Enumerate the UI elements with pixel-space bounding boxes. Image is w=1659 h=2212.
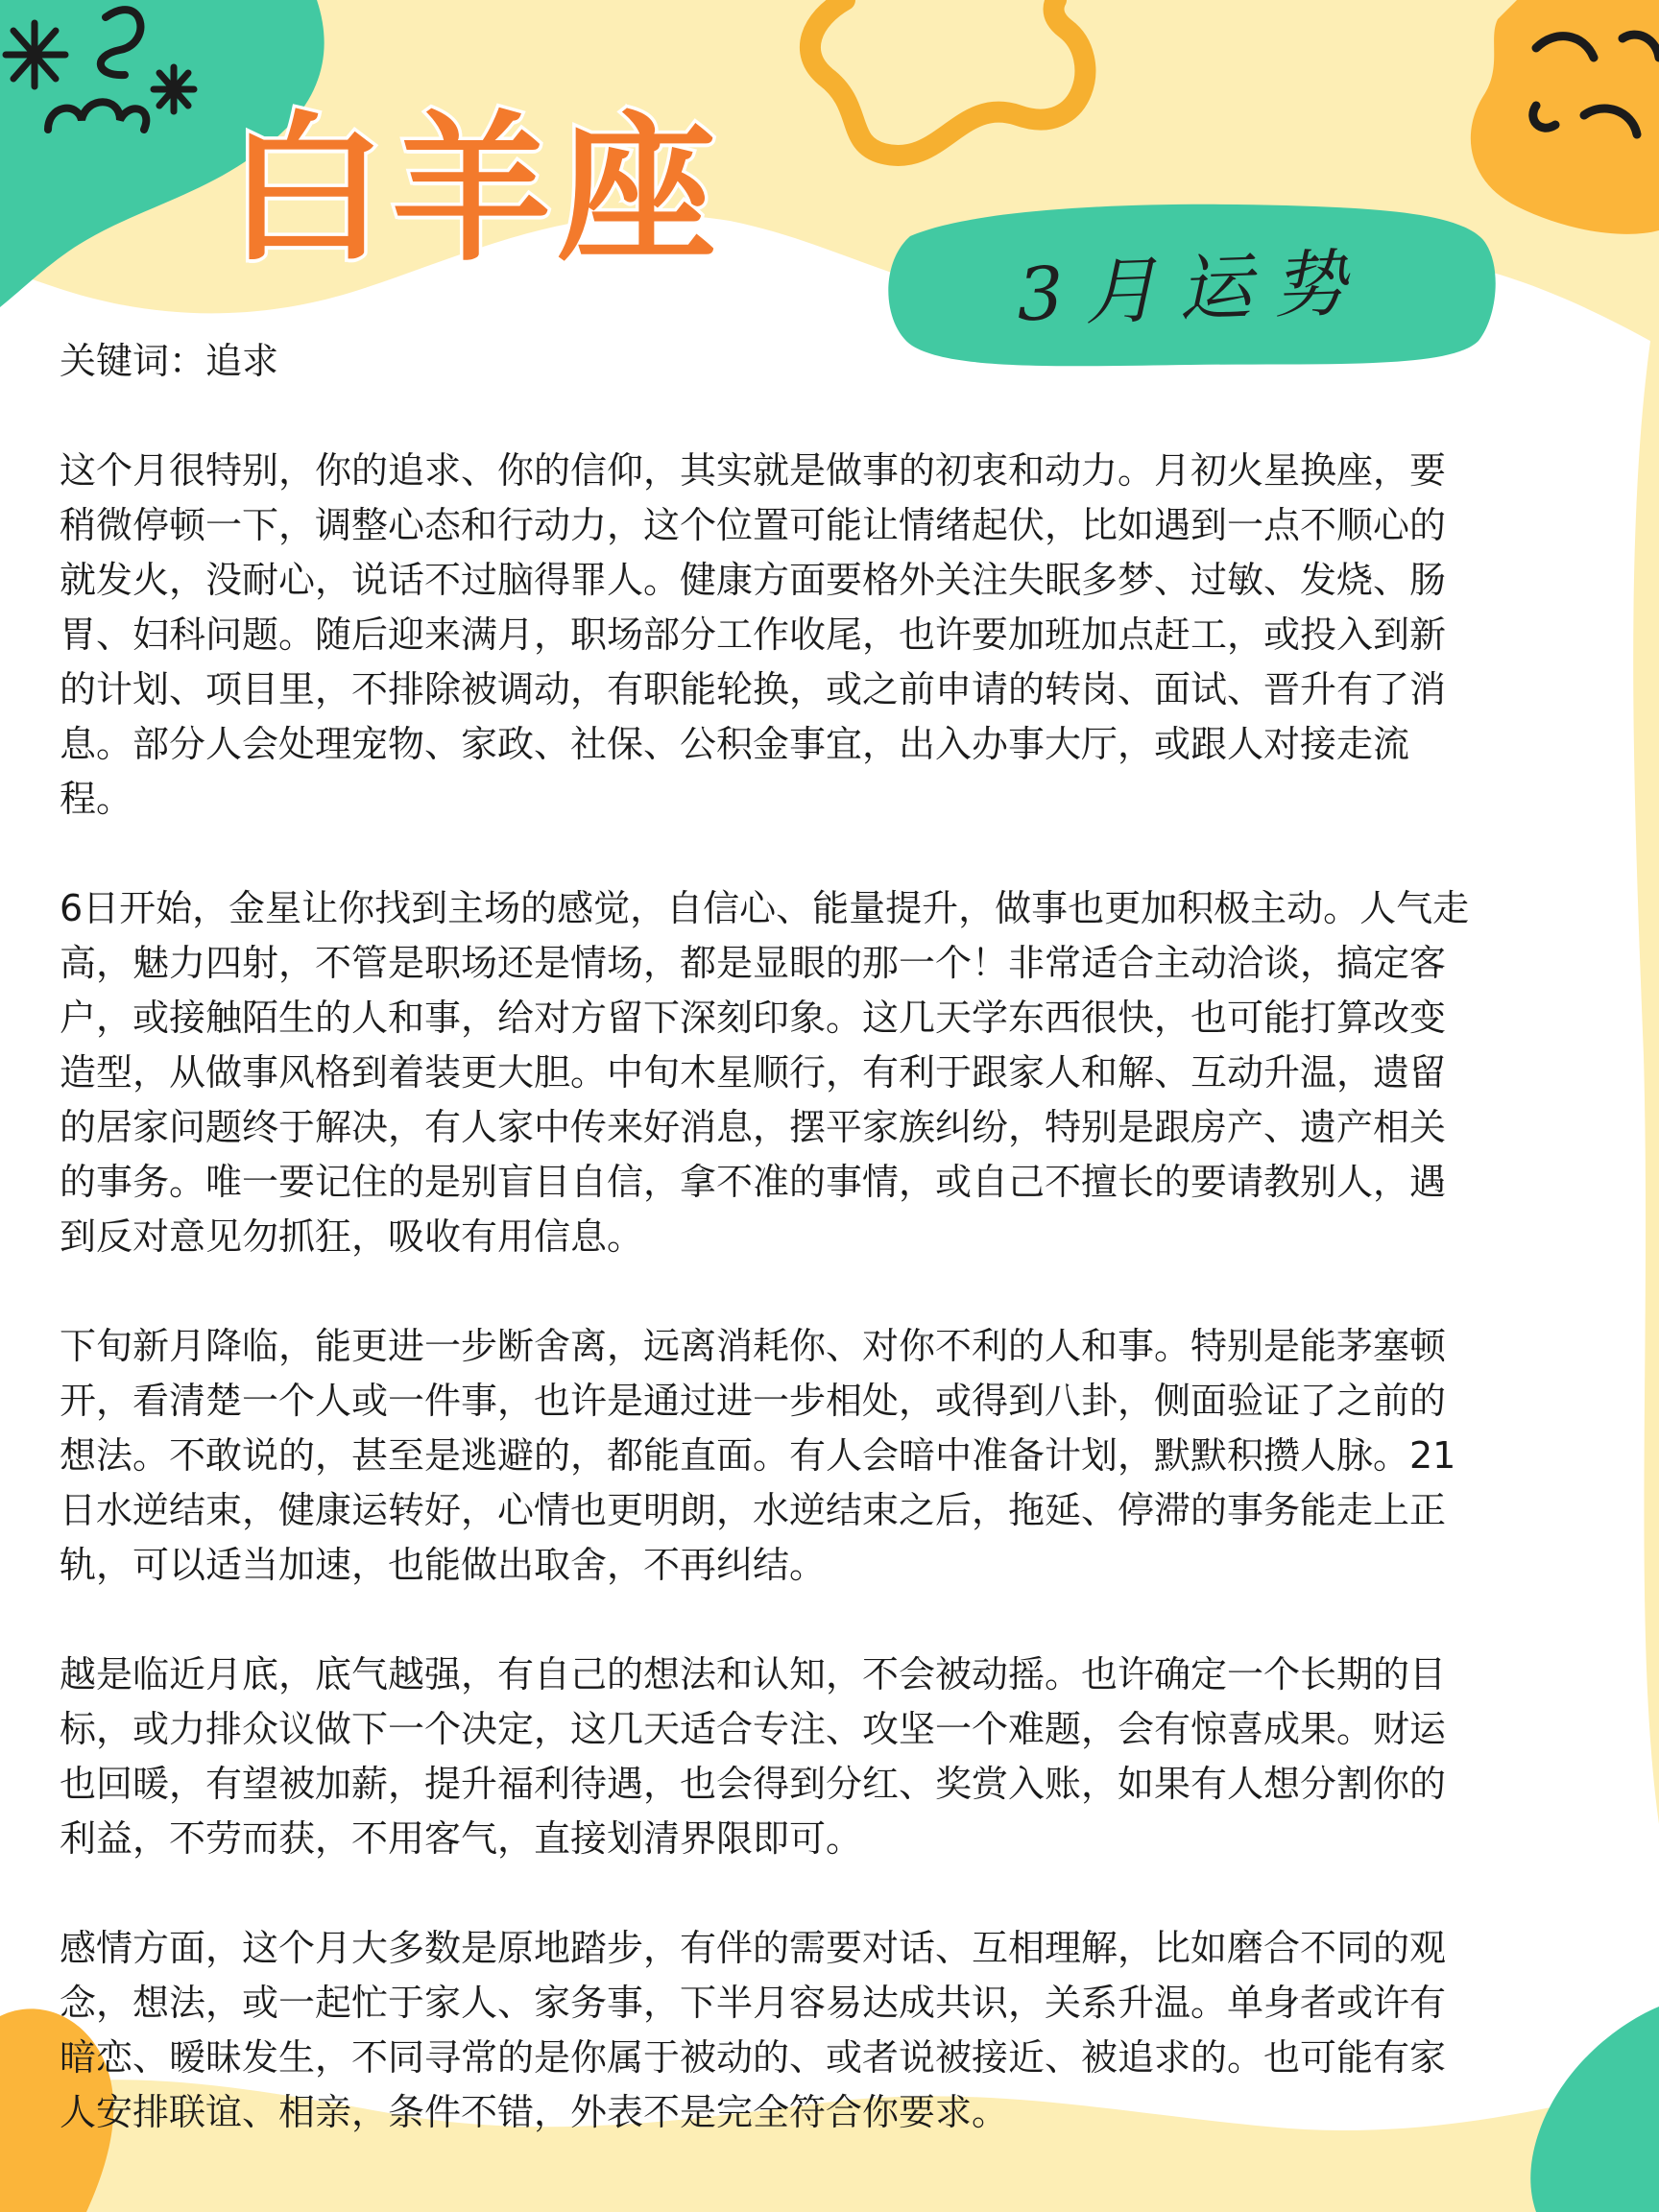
- asterisk-doodle-small-icon: [154, 67, 194, 111]
- paragraph-line: 越是临近月底，底气越强，有自己的想法和认知，不会被动摇。也许确定一个长期的目: [60, 1653, 1447, 1695]
- paragraph-line: 轨，可以适当加速，也能做出取舍，不再纠结。: [60, 1544, 827, 1586]
- paragraph-line: 户，或接触陌生的人和事，给对方留下深刻印象。这几天学东西很快，也可能打算改变: [60, 997, 1447, 1039]
- paragraph-line: 高，魅力四射，不管是职场还是情场，都是显眼的那一个！非常适合主动洽谈，搞定客: [60, 942, 1447, 984]
- paragraph-line: 感情方面，这个月大多数是原地踏步，有伴的需要对话、互相理解，比如磨合不同的观: [60, 1927, 1447, 1969]
- paragraph-line: 程。: [60, 778, 133, 820]
- cream-right-edge: [1633, 288, 1659, 1824]
- paragraph-line: 胃、妇科问题。随后迎来满月，职场部分工作收尾，也许要加班加点赶工，或投入到新: [60, 613, 1447, 656]
- paragraph: [60, 1319, 1605, 1593]
- paragraph-line: 开，看清楚一个人或一件事，也许是通过进一步相处，或得到八卦，侧面验证了之前的: [60, 1380, 1447, 1422]
- paragraph-line: 念，想法，或一起忙于家人、家务事，下半月容易达成共识，关系升温。单身者或许有: [60, 1982, 1447, 2024]
- keyword-line: 关键词：追求: [60, 340, 279, 382]
- paragraph-line: 息。部分人会处理宠物、家政、社保、公积金事宜，出入办事大厅，或跟人对接走流: [60, 723, 1410, 765]
- paragraph-line: 到反对意见勿抓狂，吸收有用信息。: [60, 1215, 644, 1258]
- page-title: 白羊座: [227, 98, 722, 283]
- paragraph-line: 下旬新月降临，能更进一步断舍离，远离消耗你、对你不利的人和事。特别是能茅塞顿: [60, 1325, 1447, 1367]
- paragraph: [60, 1921, 1605, 2140]
- subtitle-text: 3月运势: [1015, 239, 1368, 337]
- paragraph-line: 的事务。唯一要记住的是别盲目自信，拿不准的事情，或自己不擅长的要请教别人，遇: [60, 1161, 1447, 1203]
- paragraph-line: 就发火，没耐心，说话不过脑得罪人。健康方面要格外关注失眠多梦、过敏、发烧、肠: [60, 559, 1447, 601]
- article-content: [60, 334, 1605, 2195]
- paragraph-line: 稍微停顿一下，调整心态和行动力，这个位置可能让情绪起伏，比如遇到一点不顺心的: [60, 504, 1447, 546]
- paragraph-line: 的居家问题终于解决，有人家中传来好消息，摆平家族纠纷，特别是跟房产、遗产相关: [60, 1106, 1447, 1148]
- paragraph: [60, 444, 1605, 827]
- paragraph-line: 的计划、项目里，不排除被调动，有职能轮换，或之前申请的转岗、面试、晋升有了消: [60, 668, 1447, 710]
- paragraph-line: 利益，不劳而获，不用客气，直接划清界限即可。: [60, 1817, 863, 1860]
- paragraph-line: 想法。不敢说的，甚至是逃避的，都能直面。有人会暗中准备计划，默默积攒人脉。21: [60, 1434, 1456, 1477]
- paragraph-line: 6日开始，金星让你找到主场的感觉，自信心、能量提升，做事也更加积极主动。人气走: [60, 887, 1470, 929]
- paragraph-line: 这个月很特别，你的追求、你的信仰，其实就是做事的初衷和动力。月初火星换座，要: [60, 449, 1447, 492]
- paragraph-list: [60, 444, 1605, 2140]
- paragraph-line: 造型，从做事风格到着装更大胆。中旬木星顺行，有利于跟家人和解、互动升温，遗留: [60, 1051, 1447, 1094]
- paragraph-line: 暗恋、暧昧发生，不同寻常的是你属于被动的、或者说被接近、被追求的。也可能有家: [60, 2036, 1447, 2079]
- paragraph-line: 日水逆结束，健康运转好，心情也更明朗，水逆结束之后，拖延、停滞的事务能走上正: [60, 1489, 1447, 1531]
- paragraph-line: 也回暖，有望被加薪，提升福利待遇，也会得到分红、奖赏入账，如果有人想分割你的: [60, 1763, 1447, 1805]
- paragraph: [60, 1647, 1605, 1866]
- paragraph: [60, 881, 1605, 1264]
- paragraph-line: 标，或力排众议做下一个决定，这几天适合专注、攻坚一个难题，会有惊喜成果。财运: [60, 1708, 1447, 1750]
- paragraph-line: 人安排联谊、相亲，条件不错，外表不是完全符合你要求。: [60, 2091, 1009, 2133]
- asterisk-doodle-icon: [6, 23, 65, 86]
